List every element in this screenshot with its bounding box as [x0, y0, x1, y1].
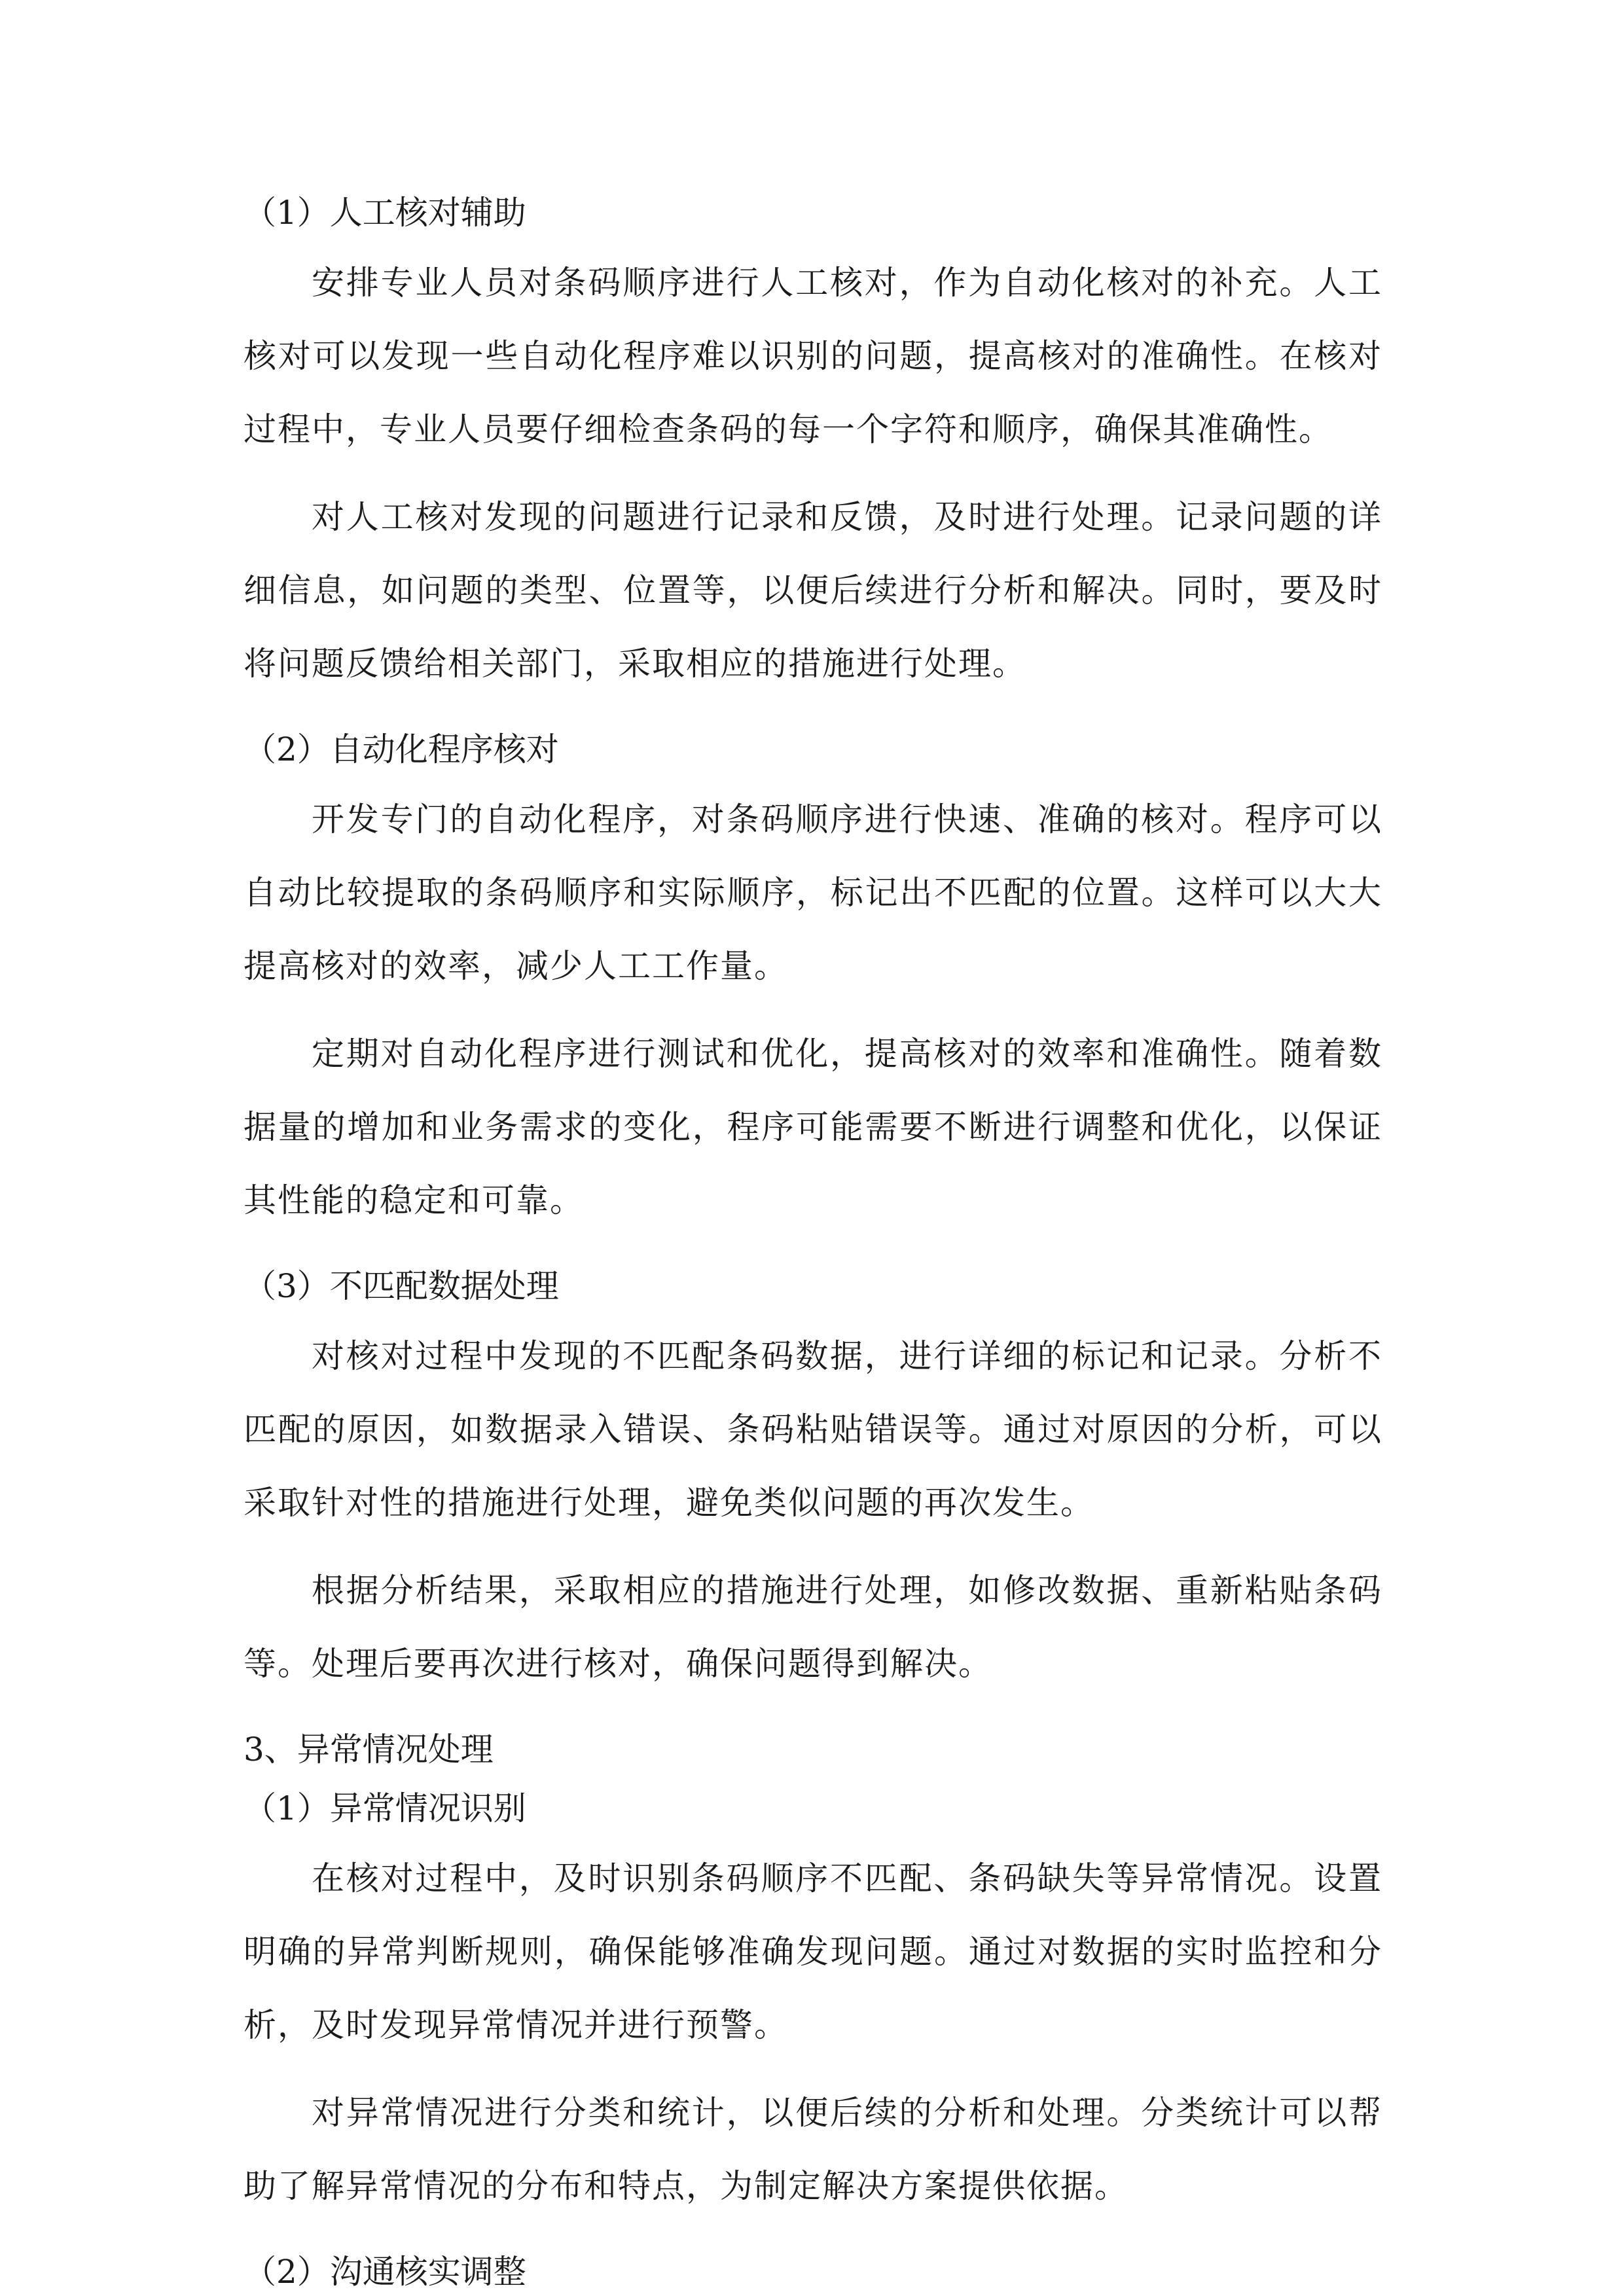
paragraph: 定期对自动化程序进行测试和优化，提高核对的效率和准确性。随着数据量的增加和业务需求的变化，程序可能需要不断进行调整和优化，以保证其性能的稳定和可靠。 — [244, 1035, 1382, 1219]
heading-automated-check: （2）自动化程序核对 — [244, 730, 559, 768]
heading-communication-adjustment: （2）沟通核实调整 — [244, 2253, 526, 2291]
document-body — [244, 190, 1382, 2295]
heading-mismatch-handling: （3）不匹配数据处理 — [244, 1267, 559, 1305]
paragraph: 对人工核对发现的问题进行记录和反馈，及时进行处理。记录问题的详细信息，如问题的类型、位置等，以便后续进行分析和解决。同时，要及时将问题反馈给相关部门，采取相应的措施进行处理。 — [244, 498, 1382, 683]
paragraph: 开发专门的自动化程序，对条码顺序进行快速、准确的核对。程序可以自动比较提取的条码顺序和实际顺序，标记出不匹配的位置。这样可以大大提高核对的效率，减少人工工作量。 — [244, 800, 1382, 985]
paragraph: 对核对过程中发现的不匹配条码数据，进行详细的标记和记录。分析不匹配的原因，如数据录入错误、条码粘贴错误等。通过对原因的分析，可以采取针对性的措施进行处理，避免类似问题的再次发生。 — [244, 1337, 1382, 1522]
paragraph: 根据分析结果，采取相应的措施进行处理，如修改数据、重新粘贴条码等。处理后要再次进行核对，确保问题得到解决。 — [244, 1571, 1382, 1683]
paragraph: 在核对过程中，及时识别条码顺序不匹配、条码缺失等异常情况。设置明确的异常判断规则，确保能够准确发现问题。通过对数据的实时监控和分析，及时发现异常情况并进行预警。 — [244, 1859, 1382, 2044]
heading-manual-check: （1）人工核对辅助 — [244, 194, 526, 232]
section-title-exception-handling: 3、异常情况处理 — [244, 1731, 494, 1768]
paragraph: 安排专业人员对条码顺序进行人工核对，作为自动化核对的补充。人工核对可以发现一些自动化程序难以识别的问题，提高核对的准确性。在核对过程中，专业人员要仔细检查条码的每一个字符和顺序，确保其准确性。 — [244, 264, 1382, 448]
paragraph: 对异常情况进行分类和统计，以便后续的分析和处理。分类统计可以帮助了解异常情况的分布和特点，为制定解决方案提供依据。 — [244, 2094, 1382, 2205]
heading-exception-identification: （1）异常情况识别 — [244, 1789, 526, 1827]
